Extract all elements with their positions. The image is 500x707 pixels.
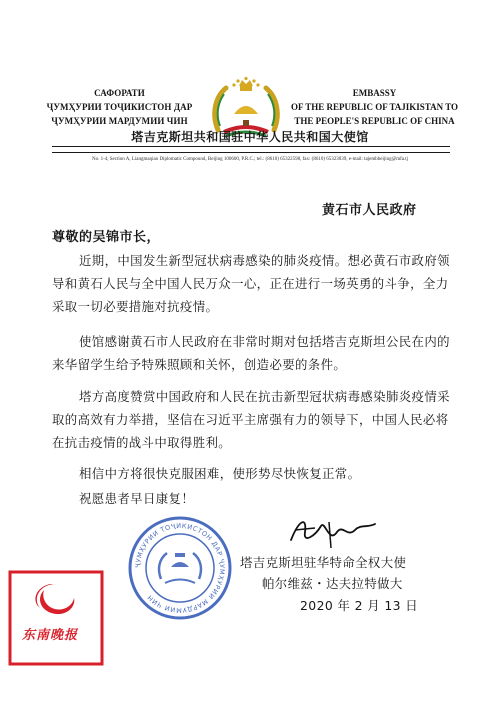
letterhead-rule-top [52,146,450,147]
letterhead-tajik-line3: ҶУМҲУРИИ МАРДУМИИ ЧИН [51,116,188,126]
recipient: 黄石市人民政府 [322,203,417,218]
letterhead-english-line2: OF THE REPUBLIC OF TAJIKISTAN TO [290,102,459,112]
letterhead-tajik-line1: САФОРАТИ [94,88,145,98]
letterhead-tajik-line2: ҶУМҲУРИИ ТОҶИКИСТОН ДАР [46,102,193,112]
letter-paragraph: 祝愿患者早日康复！ [79,491,195,506]
salutation: 尊敬的吴锦市长， [52,230,161,245]
handwritten-signature [285,510,380,555]
svg-text:ҶУМҲУРИИ ТОҶИКИСТОН ДАР ҶУМҲУР [134,522,226,614]
letterhead-english [282,86,467,128]
seal-ring-text: ҶУМҲУРИИ ТОҶИКИСТОН ДАР ҶУМҲУРИИ МАРДУМИИ ЧИН [133,521,227,615]
letterhead-english-line3: THE PEOPLE'S REPUBLIC OF CHINA [294,116,455,126]
letter-paragraph: 使馆感谢黄石市人民政府在非常时期对包括塔吉克斯坦公民在内的来华留学生给予特殊照顾和关怀，创造必要的条件。 [52,334,450,372]
letter-date: 2020 年 2 月 13 日 [300,598,419,613]
signature-name: 帕尔维兹・达夫拉特做大 [262,576,403,591]
newspaper-logo-text: 东南晚报 [22,628,79,643]
letterhead-english-line1: EMBASSY [352,88,397,98]
letterhead-chinese-name: 塔吉克斯坦共和国驻中华人民共和国大使馆 [131,130,369,144]
letterhead-tajik [32,86,207,128]
letterhead-address: No. 1-4, Section A, Liangmaqiao Diplomatic Compound, Beijing 100600, P.R.C.; tel.: (8610) 65322598, fax: (8610) 65323039, e-mail: tajembbeijing@mfa.tj [91,157,409,162]
letter-paragraph: 相信中方将很快克服困难，使形势尽快恢复正常。 [79,466,361,481]
newspaper-logo-icon [6,568,106,668]
letter-paragraph: 近期，中国发生新型冠状病毒感染的肺炎疫情。想必黄石市政府领导和黄石人民与全中国人民万众一心，正在进行一场英勇的斗争，全力采取一切必要措施对抗疫情。 [52,253,450,314]
signature-title: 塔吉克斯坦驻华特命全权大使 [240,555,407,570]
embassy-seal-stamp [125,513,235,623]
letterhead-rule-bottom [52,152,450,153]
letter-paragraph: 塔方高度赞赏中国政府和人民在抗击新型冠状病毒感染肺炎疫情采取的高效有力举措，坚信在习近平主席强有力的领导下，中国人民必将在抗击疫情的战斗中取得胜利。 [52,389,450,450]
